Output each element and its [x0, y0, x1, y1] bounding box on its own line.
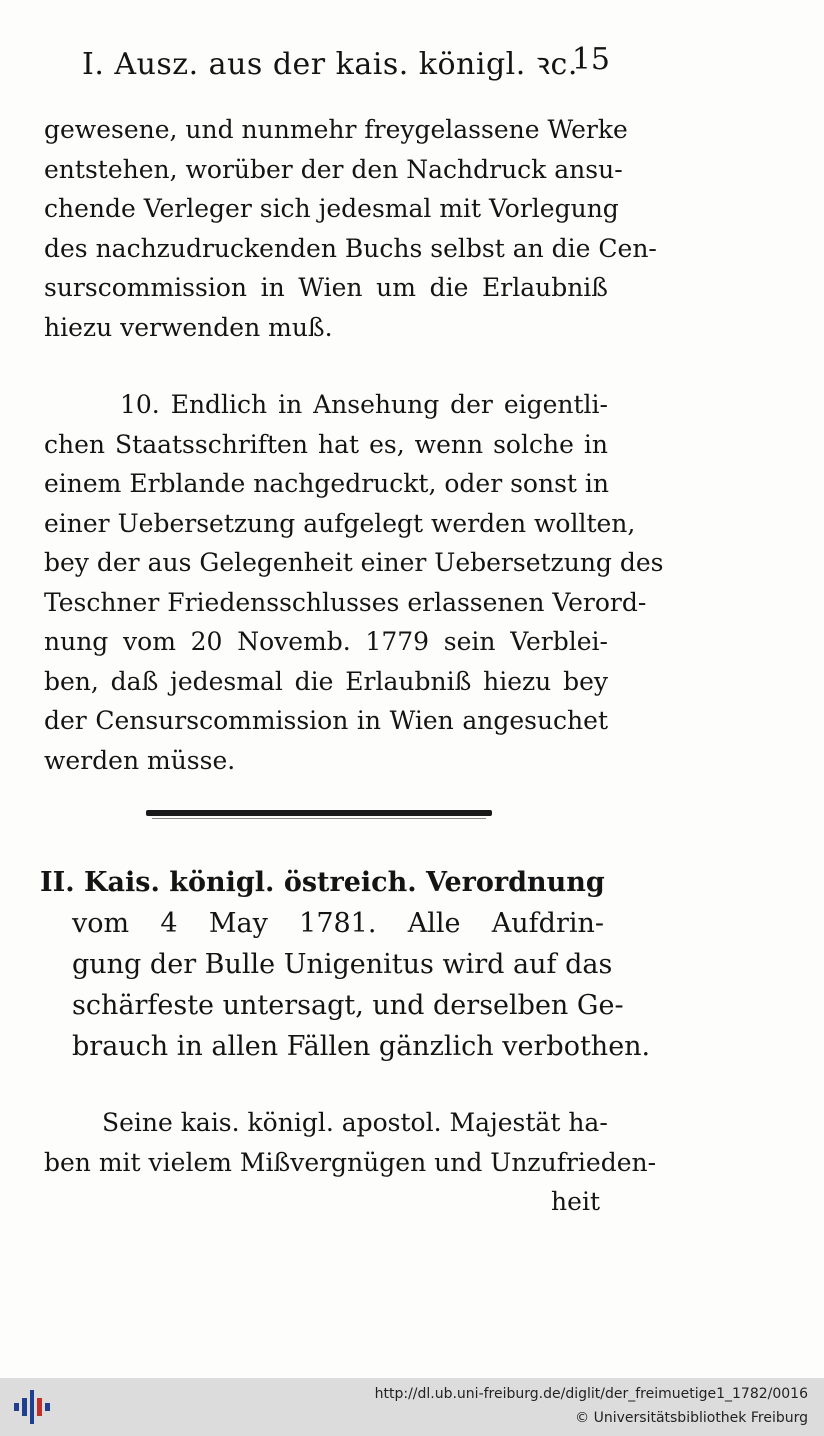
- text-line: Teschner Friedensschlusses erlassenen Verord-: [44, 587, 647, 617]
- viewer-footer-bar: [0, 1378, 824, 1436]
- ub-freiburg-logo-icon[interactable]: [10, 1386, 52, 1428]
- text-line: des nachzudruckenden Buchs selbst an die Cen-: [44, 233, 657, 263]
- section-heading-line: II. Kais. königl. östreich. Verordnung: [40, 867, 605, 898]
- text-line: einer Uebersetzung aufgelegt werden wollten,: [44, 508, 636, 538]
- page-number: 15: [571, 42, 610, 77]
- paragraph-continuation: [44, 110, 657, 347]
- text-line: gewesene, und nunmehr freygelassene Werke: [44, 115, 628, 144]
- text-line: ben, daß jedesmal die Erlaubniß hiezu bey: [44, 666, 608, 696]
- running-head: [82, 42, 610, 88]
- text-line: chende Verleger sich jedesmal mit Vorlegung: [44, 194, 619, 223]
- section-heading-line: schärfeste untersagt, und derselben Ge-: [72, 990, 624, 1021]
- permalink-url[interactable]: http://dl.ub.uni-freiburg.de/diglit/der_freimuetige1_1782/0016: [374, 1386, 808, 1402]
- paragraph-section-10: [44, 385, 664, 780]
- running-head-title: I. Ausz. aus der kais. königl. ꝛc.: [82, 47, 578, 82]
- text-line: nung vom 20 Novemb. 1779 sein Verblei-: [44, 627, 608, 656]
- paragraph-decree-body: [44, 1103, 657, 1222]
- text-line: einem Erblande nachgedruckt, oder sonst in: [44, 469, 609, 498]
- text-line: Seine kais. königl. apostol. Majestät ha-: [102, 1108, 608, 1137]
- catchword: heit: [551, 1187, 600, 1216]
- text-line: bey der aus Gelegenheit einer Uebersetzung des: [44, 548, 664, 577]
- text-line: werden müsse.: [44, 745, 236, 775]
- section-heading-line: vom 4 May 1781. Alle Aufdrin-: [72, 908, 604, 939]
- text-line: surscommission in Wien um die Erlaubniß: [44, 273, 608, 302]
- text-line: chen Staatsschriften hat es, wenn solche in: [44, 429, 608, 459]
- section-heading-line: brauch in allen Fällen gänzlich verbothen.: [72, 1031, 651, 1062]
- text-line: entstehen, worüber der den Nachdruck ansu-: [44, 154, 623, 184]
- section-divider-rule: [146, 810, 492, 816]
- text-line: hiezu verwenden muß.: [44, 312, 333, 342]
- copyright-notice: © Universitätsbibliothek Freiburg: [575, 1410, 808, 1426]
- text-line: der Censurscommission in Wien angesuchet: [44, 706, 608, 735]
- text-line: ben mit vielem Mißvergnügen und Unzufrieden-: [44, 1147, 657, 1177]
- section-heading-ii: [40, 862, 651, 1067]
- section-heading-line: gung der Bulle Unigenitus wird auf das: [72, 949, 613, 980]
- text-line: 10. Endlich in Ansehung der eigentli-: [120, 390, 608, 419]
